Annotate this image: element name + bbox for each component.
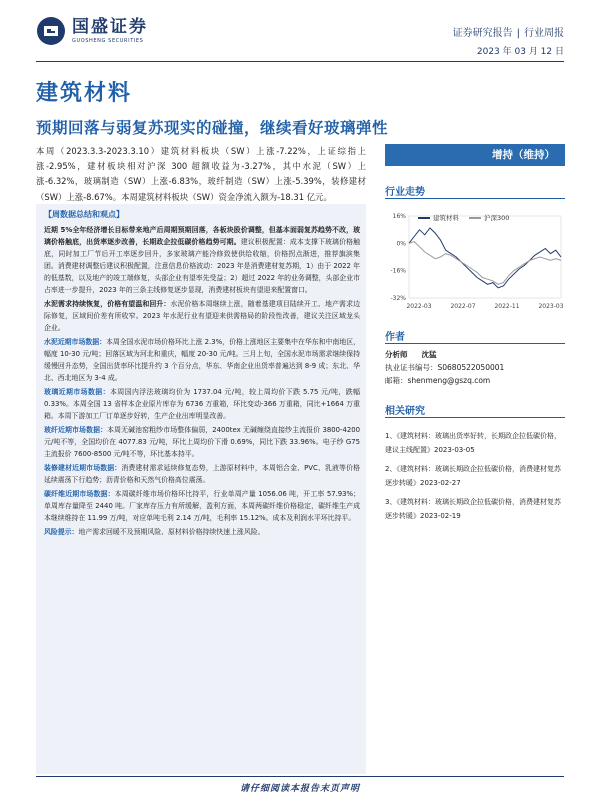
y-tick-label: -16% — [390, 267, 406, 275]
x-tick-label: 2022-03 — [406, 303, 432, 310]
analyst-section-title: 作者 — [385, 332, 405, 343]
analyst-cert: 执业证书编号：S0680522050001 — [385, 363, 505, 372]
related-item[interactable]: 1、《建筑材料：玻璃出货率好转，长期政企拉低碳价格，建议主线配置》2023-03-05 — [385, 432, 561, 454]
related-item[interactable]: 2、《建筑材料：玻璃长期政企拉低碳价格，消费建材复苏逐步转暖》2023-02-27 — [385, 465, 561, 487]
analyst-name: 沈猛 — [421, 350, 437, 359]
related-research-list — [385, 430, 565, 529]
trend-section-title: 行业走势 — [385, 187, 425, 198]
series-line-index — [409, 242, 561, 285]
summary-paragraph: 近期 5%全年经济增长目标带来地产后周期预期回落，各板块股价调整，但基本面弱复苏趋势不改，玻璃价格触底，出货率逐步改善，长期政企拉低碳价格趋势可期。建议积极配置：成本支撑下玻璃价格触底，同时加工厂节后开工率逐步回升，多家玻璃产能冷修致使供给收缩，价格拐点渐进，推荐旗滨集团。消费建材调整后建议积极配置，注意信息价格波动：2023 年是消费建材复苏期，1）由于 2022 年的低基数，以及地产的竣工端修复，头部企业有望率先受益；2）超过 2022 年的业务调整，头部企业市占率进一步提升，2023 年的三条主线修复逐步显现，消费建材板块有望迎来配置窗口。 — [44, 226, 361, 294]
x-tick-label: 2022-11 — [494, 303, 520, 310]
summary-body — [44, 224, 360, 540]
report-date: 2023 年 03 月 12 日 — [476, 47, 564, 57]
summary-paragraph: 玻纤近期市场数据：本周无碱池窑粗纱市场整体偏弱，2400tex 无碱缠绕直接纱主流报价 3800-4200 元/吨不等，全国均价在 4077.83 元/吨，环比上周均价下滑 0.69%，同比下跌 33.96%。电子纱 G75 主流报价 7600-8500 元/吨不等，环比基本持平。 — [44, 426, 361, 458]
intro-paragraph: 本周（2023.3.3-2023.3.10）建筑材料板块（SW）上涨-7.22%，上证综指上涨-2.95%，建材板块相对沪深 300 超额收益为-3.27%，其中水泥（SW）上涨-6.32%，玻璃制造（SW）上涨-6.83%，玻纤制造（SW）上涨-5.39%，装修建材（SW）上涨-8.67%。本周建筑材料板块（SW）资金净流入额为-18.31 亿元。 — [36, 146, 366, 202]
report-header — [0, 0, 600, 62]
rating-badge: 增持（维持） — [385, 144, 565, 166]
industry-trend-chart — [385, 208, 565, 318]
report-subtype-label: 行业周报 — [524, 28, 564, 39]
footer-divider — [36, 776, 564, 777]
summary-paragraph: 水泥近期市场数据：本周全国水泥市场价格环比上涨 2.3%，价格上涨地区主要集中在华东和中南地区，幅度 10-30 元/吨；回落区域为河北和重庆，幅度 20-30 元/吨。三月上旬，全国水泥市场需求继续保持缓慢回升态势，全国出货率环比提升约 3 个百分点，华东、华南企业出货率普遍达到 8-9 成；东北、华北、西北地区为 3-4 成。 — [44, 338, 360, 382]
y-tick-label: 16% — [392, 213, 406, 220]
analyst-email[interactable]: 邮箱：shenmeng@gszq.com — [385, 376, 491, 385]
report-type: 证券研究报告 | 行业周报 — [452, 28, 564, 39]
analyst-section-divider — [385, 343, 565, 344]
related-section-divider — [385, 417, 565, 418]
chart-legend — [418, 213, 519, 222]
legend-item-sector: 建筑材料 — [418, 213, 459, 222]
summary-title: 【周数据总结和观点】 — [44, 210, 124, 219]
trend-section-divider — [385, 198, 565, 199]
header-divider — [36, 61, 564, 62]
summary-paragraph: 水泥需求持续恢复，价格有望温和回升：水泥价格本周继续上涨，随着基建项目陆续开工、地产需求边际修复，区域间价差有所收窄。2023 年水泥行业有望迎来供需格局的阶段性改善，建议关注区域龙头企业。 — [44, 300, 360, 332]
summary-paragraph: 玻璃近期市场数据：本周国内浮法玻璃均价为 1737.04 元/吨，较上周均价下跌 5.75 元/吨，跌幅 0.33%。本周全国 13 省样本企业原片库存为 6736 万重箱，环比变动-366 万重箱，同比+1664 万重箱。本周下游加工厂订单逐步好转，生产企业出库明显改善。 — [44, 388, 361, 420]
summary-paragraph: 碳纤维近期市场数据：本周碳纤维市场价格环比持平，行业单周产量 1056.06 吨，开工率 57.93%；单周库存量降至 2440 吨。厂家库存压力有所缓解，盈利方面，本周两碳纤维价格稳定，碳纤维生产成本继续维持在 11.99 万/吨，对应单吨毛利 2.14 万/吨，毛利率 15.12%。成本及利润水平环比持平。 — [44, 490, 360, 522]
x-tick-label: 2023-03 — [538, 303, 564, 310]
x-tick-label: 2022-07 — [450, 303, 476, 310]
y-tick-label: -32% — [390, 295, 406, 302]
related-item[interactable]: 3、《建筑材料：玻璃长期政企拉低碳价格，消费建材复苏逐步转暖》2023-02-19 — [385, 498, 561, 520]
logo-english-name: GUOSHENG SECURITIES — [72, 38, 144, 44]
legend-item-index: 沪深300 — [469, 213, 509, 222]
report-subtitle: 预期回落与弱复苏现实的碰撞，继续看好玻璃弹性 — [36, 119, 389, 137]
summary-paragraph: 风险提示：地产需求回暖不及预期风险、原材料价格持续快速上涨风险。 — [44, 528, 265, 536]
guosheng-logo-icon — [36, 16, 66, 46]
analyst-role: 分析师 — [385, 350, 408, 359]
summary-paragraph: 装修建材近期市场数据：消费建材需求延续修复态势，上游原材料中，本周铝合金、PVC、乳液等价格延续震荡下行趋势；沥青价格和天然气价格高位震荡。 — [44, 464, 360, 484]
related-section-title: 相关研究 — [385, 406, 425, 417]
analyst-info — [385, 348, 565, 387]
sector-title: 建筑材料 — [36, 81, 133, 106]
report-type-label: 证券研究报告 — [452, 28, 513, 39]
company-logo — [36, 16, 148, 46]
logo-chinese-name: 国盛证券 — [72, 17, 148, 37]
y-tick-label: 0% — [396, 240, 406, 248]
footer-disclaimer: 请仔细阅读本报告末页声明 — [239, 784, 360, 794]
